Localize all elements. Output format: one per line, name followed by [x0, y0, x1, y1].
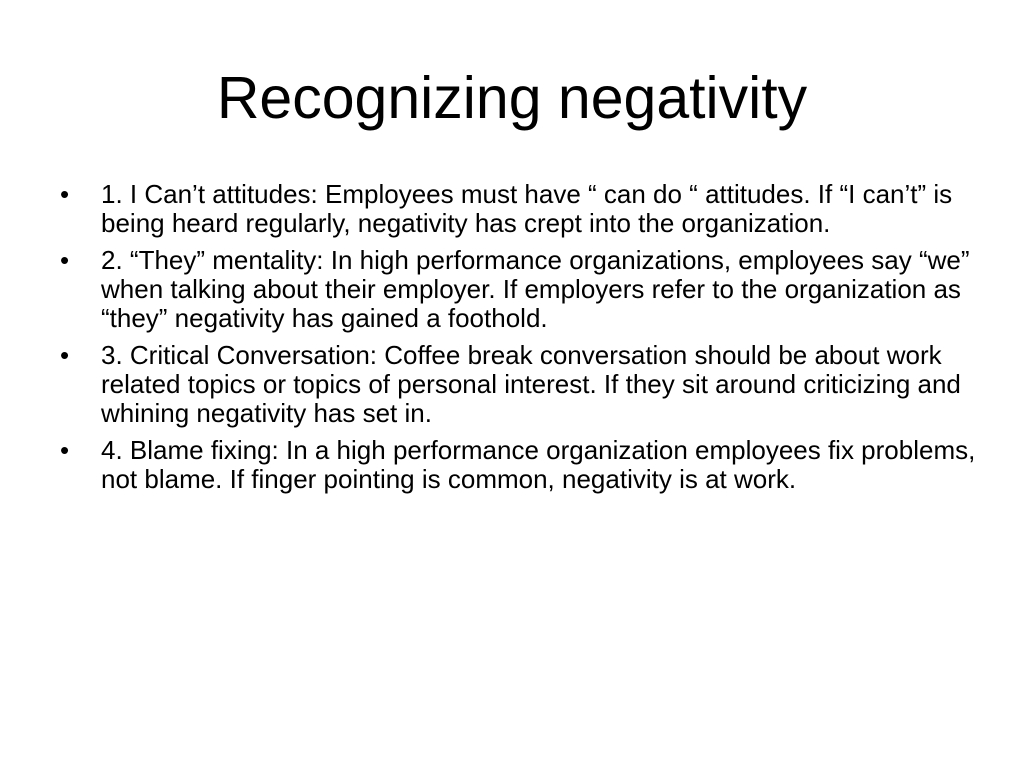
bullet-text-1: 1. I Can’t attitudes: Employees must have “ can do “ attitudes. If “I can’t” is being heard regularly, negativity has crept into the organization. [101, 179, 953, 238]
bullet-item-1 [60, 180, 1000, 238]
bullet-list [60, 180, 1000, 502]
slide-title: Recognizing negativity [216, 65, 808, 131]
bullet-item-3 [60, 341, 1000, 428]
bullet-marker: • [60, 435, 70, 465]
bullet-text-4: 4. Blame fixing: In a high performance organization employees fix problems, not blame. If finger pointing is common, negativity is at work. [101, 435, 976, 494]
bullet-text-3: 3. Critical Conversation: Coffee break conversation should be about work related topics or topics of personal interest. If they sit around criticizing and whining negativity has set in. [101, 340, 961, 428]
bullet-text-2: 2. “They” mentality: In high performance organizations, employees say “we” when talking about their employer. If employers refer to the organization as “they” negativity has gained a foothold. [101, 245, 970, 333]
bullet-marker: • [60, 340, 70, 370]
bullet-item-4 [60, 436, 1000, 494]
bullet-marker: • [60, 179, 70, 209]
bullet-item-2 [60, 246, 1000, 333]
bullet-marker: • [60, 245, 70, 275]
